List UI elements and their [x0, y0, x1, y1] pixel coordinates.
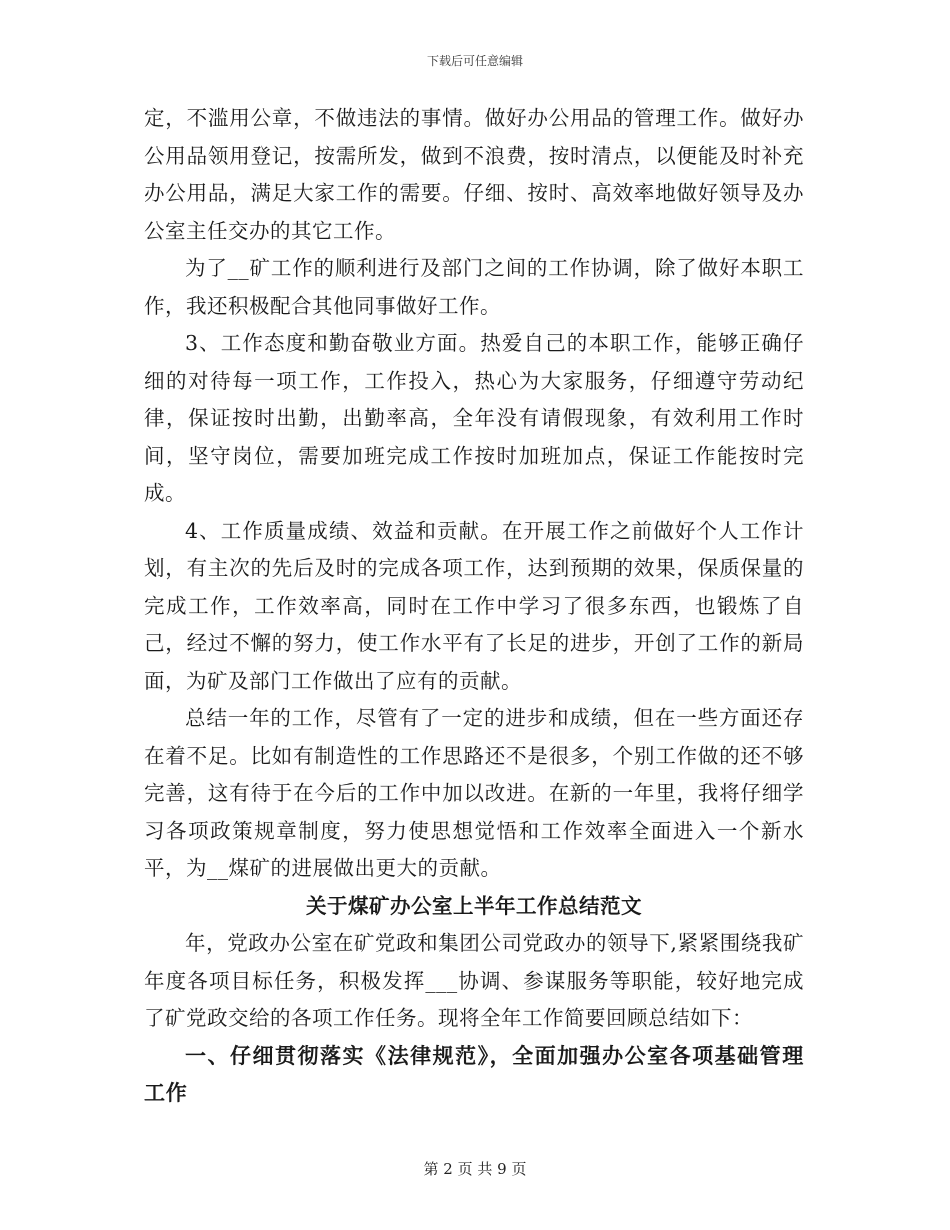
paragraph-work-quality: 4、工作质量成绩、效益和贡献。在开展工作之前做好个人工作计划，有主次的先后及时的完成各项工作，达到预期的效果，保质保量的完成工作，工作效率高，同时在工作中学习了很多东西，也锻炼了自己，经过不懈的努力，使工作水平有了长足的进步，开创了工作的新局面，为矿及部门工作做出了应有的贡献。 [144, 518, 804, 693]
page-footer: 第 2 页 共 9 页 [423, 1160, 527, 1178]
paragraph-summary: 总结一年的工作，尽管有了一定的进步和成绩，但在一些方面还存在着不足。比如有制造性的工作思路还不是很多，个别工作做的还不够完善，这有待于在今后的工作中加以改进。在新的一年里，我将仔细学习各项政策规章制度，努力使思想觉悟和工作效率全面进入一个新水平，为__煤矿的进展做出更大的贡献。 [144, 706, 804, 880]
paragraph-section-intro: 年，党政办公室在矿党政和集团公司党政办的领导下,紧紧围绕我矿年度各项目标任务，积极发挥___协调、参谋服务等职能，较好地完成了矿党政交给的各项工作任务。现将全年工作简要回顾总结如下： [144, 931, 804, 1030]
paragraph-cooperation: 为了__矿工作的顺利进行及部门之间的工作协调，除了做好本职工作，我还积极配合其他同事做好工作。 [144, 256, 804, 318]
section-title: 关于煤矿办公室上半年工作总结范文 [306, 893, 642, 918]
document-body [144, 100, 804, 1113]
paragraph-work-attitude: 3、工作态度和勤奋敬业方面。热爱自己的本职工作，能够正确仔细的对待每一项工作，工作投入，热心为大家服务，仔细遵守劳动纪律，保证按时出勤，出勤率高，全年没有请假现象，有效利用工作时间，坚守岗位，需要加班完成工作按时加班加点，保证工作能按时完成。 [144, 331, 804, 505]
paragraph-continued: 定，不滥用公章，不做违法的事情。做好办公用品的管理工作。做好办公用品领用登记，按需所发，做到不浪费，按时清点，以便能及时补充办公用品，满足大家工作的需要。仔细、按时、高效率地做好领导及办公室主任交办的其它工作。 [144, 106, 804, 243]
section-heading-1: 一、仔细贯彻落实《法律规范》，全面加强办公室各项基础管理工作 [144, 1043, 804, 1105]
page-header: 下载后可任意编辑 [426, 54, 523, 68]
